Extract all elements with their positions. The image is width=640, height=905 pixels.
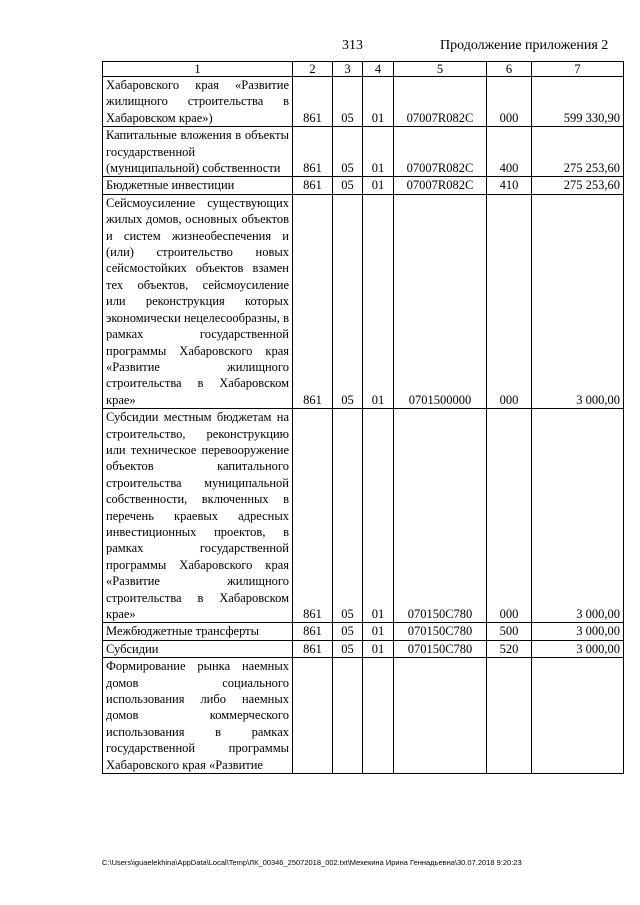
cell-value: 05	[333, 409, 363, 623]
row-name: Формирование рынка наемных домов социального использования либо наемных домов коммерческого использования в рамках государственной программы Хабаровского края «Развитие	[103, 658, 293, 774]
cell-value: 070150С780	[394, 409, 487, 623]
table-row	[103, 623, 624, 640]
cell-value	[293, 658, 333, 774]
cell-amount: 275 253,60	[532, 127, 624, 177]
cell-value	[394, 658, 487, 774]
column-header: 3	[333, 62, 363, 77]
table-row	[103, 658, 624, 774]
cell-amount: 3 000,00	[532, 623, 624, 640]
table-row	[103, 177, 624, 194]
cell-value: 05	[333, 623, 363, 640]
cell-value: 0701500000	[394, 194, 487, 408]
cell-value: 01	[363, 409, 394, 623]
cell-value: 01	[363, 77, 394, 127]
cell-value: 07007R082C	[394, 77, 487, 127]
table-row	[103, 409, 624, 623]
cell-value: 05	[333, 177, 363, 194]
row-name: Капитальные вложения в объекты государственной (муниципальной) собственности	[103, 127, 293, 177]
file-path-footer: C:\Users\iguaelekhina\AppData\Local\Temp\ЛК_00346_25072018_002.txt\Мехекина Ирина Геннадьевна\30.07.2018 9:20:23	[102, 858, 522, 867]
table-row	[103, 194, 624, 408]
cell-value: 01	[363, 177, 394, 194]
column-header: 4	[363, 62, 394, 77]
row-name: Субсидии местным бюджетам на строительство, реконструкцию или техническое перевооружение объектов капитального строительства муниципальной собственности, включенных в перечень краевых адресных инвестиционных проектов, в рамках государственной программы Хабаровского края «Развитие жилищного строительства в Хабаровском крае»	[103, 409, 293, 623]
cell-value: 01	[363, 194, 394, 408]
table-row	[103, 127, 624, 177]
table-row	[103, 640, 624, 657]
cell-value: 861	[293, 77, 333, 127]
cell-amount	[532, 658, 624, 774]
cell-value: 070150С780	[394, 640, 487, 657]
cell-value: 01	[363, 640, 394, 657]
row-name: Бюджетные инвестиции	[103, 177, 293, 194]
column-header: 2	[293, 62, 333, 77]
row-name: Межбюджетные трансферты	[103, 623, 293, 640]
cell-value: 070150С780	[394, 623, 487, 640]
cell-value: 01	[363, 127, 394, 177]
cell-value: 000	[487, 77, 532, 127]
cell-value: 05	[333, 77, 363, 127]
cell-value: 861	[293, 409, 333, 623]
cell-value: 861	[293, 640, 333, 657]
continuation-title: Продолжение приложения 2	[440, 38, 609, 53]
cell-value: 861	[293, 194, 333, 408]
cell-amount: 3 000,00	[532, 194, 624, 408]
cell-amount: 3 000,00	[532, 640, 624, 657]
cell-value: 520	[487, 640, 532, 657]
cell-value: 07007R082C	[394, 177, 487, 194]
cell-value: 400	[487, 127, 532, 177]
column-header: 1	[103, 62, 293, 77]
cell-value: 410	[487, 177, 532, 194]
cell-value: 861	[293, 623, 333, 640]
cell-value: 500	[487, 623, 532, 640]
page-number: 313	[342, 38, 363, 53]
cell-value: 05	[333, 194, 363, 408]
row-name: Субсидии	[103, 640, 293, 657]
cell-value: 000	[487, 194, 532, 408]
cell-value	[333, 658, 363, 774]
table-row	[103, 77, 624, 127]
table-header-row	[103, 62, 624, 77]
row-name: Сейсмоусиление существующих жилых домов, основных объектов и систем жизнеобеспечения и (или) строительство новых сейсмостойких объектов взамен тех объектов, сейсмоусиление или реконструкция которых экономически нецелесообразны, в рамках государственной программы Хабаровского края «Развитие жилищного строительства в Хабаровском крае»	[103, 194, 293, 408]
cell-value: 861	[293, 177, 333, 194]
cell-value: 05	[333, 640, 363, 657]
column-header: 5	[394, 62, 487, 77]
column-header: 7	[532, 62, 624, 77]
cell-value: 07007R082C	[394, 127, 487, 177]
row-name: Хабаровского края «Развитие жилищного строительства в Хабаровском крае»)	[103, 77, 293, 127]
cell-amount: 3 000,00	[532, 409, 624, 623]
cell-amount: 599 330,90	[532, 77, 624, 127]
cell-amount: 275 253,60	[532, 177, 624, 194]
cell-value	[487, 658, 532, 774]
cell-value: 01	[363, 623, 394, 640]
budget-table	[102, 61, 624, 774]
column-header: 6	[487, 62, 532, 77]
cell-value: 05	[333, 127, 363, 177]
cell-value	[363, 658, 394, 774]
cell-value: 000	[487, 409, 532, 623]
cell-value: 861	[293, 127, 333, 177]
